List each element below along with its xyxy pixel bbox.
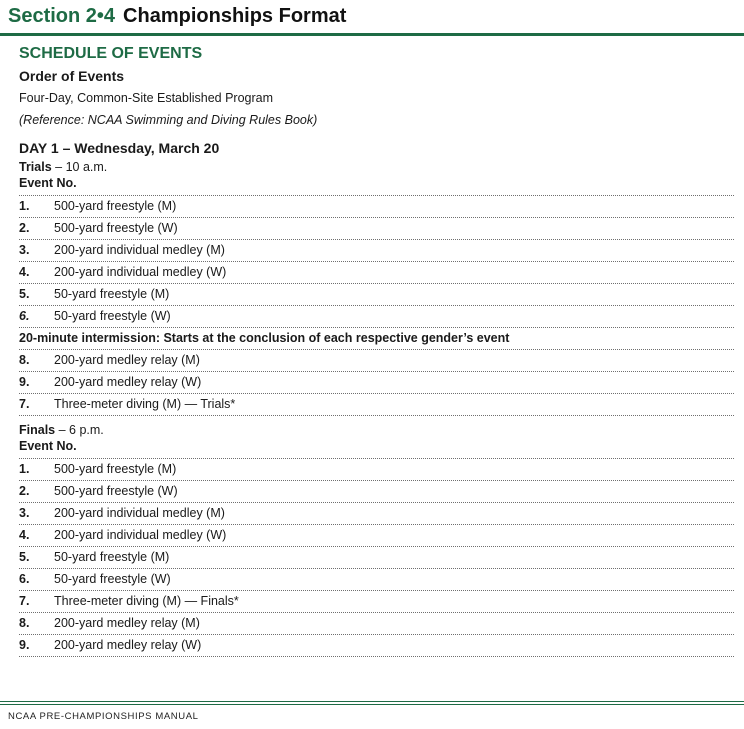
event-number: 5. [19,287,30,301]
reference-text: (Reference: NCAA Swimming and Diving Rules Book) [19,113,318,127]
event-name: 200-yard medley relay (W) [54,638,202,652]
event-number: 4. [19,265,30,279]
event-number: 3. [19,506,30,520]
trials-session [19,159,734,175]
event-name: 50-yard freestyle (W) [54,309,171,323]
table-row [19,262,734,284]
finals-time: – 6 p.m. [55,423,104,437]
event-number: 2. [19,484,30,498]
event-name: 200-yard medley relay (M) [54,353,200,367]
event-name: 200-yard medley relay (M) [54,616,200,630]
table-row [19,569,734,591]
trials-time: – 10 a.m. [51,160,108,174]
table-row [19,284,734,306]
event-name: 50-yard freestyle (M) [54,287,170,301]
table-row [19,591,734,613]
event-number: 9. [19,375,30,389]
table-row [19,394,734,416]
table-row [19,547,734,569]
order-heading: Order of Events [19,68,125,84]
event-number: 5. [19,550,30,564]
event-name: Three-meter diving (M) — Trials* [54,397,236,411]
table-row [19,195,734,218]
table-row [19,503,734,525]
trials-label: Trials [19,160,52,174]
event-name: 200-yard individual medley (M) [54,506,225,520]
event-name: 200-yard individual medley (M) [54,243,225,257]
event-number: 7. [19,397,30,411]
event-number: 6. [19,309,30,323]
table-row [19,306,734,328]
event-name: 50-yard freestyle (W) [54,572,171,586]
footer-text: NCAA PRE-CHAMPIONSHIPS MANUAL [8,711,199,722]
program-text: Four-Day, Common-Site Established Program [19,91,274,105]
event-name: 500-yard freestyle (M) [54,199,177,213]
event-number: 4. [19,528,30,542]
event-name: 500-yard freestyle (W) [54,221,178,235]
event-number: 3. [19,243,30,257]
schedule-heading: SCHEDULE OF EVENTS [19,45,203,62]
section-label: Section 2•4 [8,5,116,27]
day-heading: DAY 1 – Wednesday, March 20 [19,140,220,156]
footer-divider [0,701,744,705]
finals-label: Finals [19,423,56,437]
event-name: 200-yard individual medley (W) [54,528,227,542]
table-row [19,240,734,262]
table-row [19,613,734,635]
table-row [19,481,734,503]
event-name: 200-yard medley relay (W) [54,375,202,389]
table-row [19,372,734,394]
event-number: 7. [19,594,30,608]
finals-event-no-label: Event No. [19,439,77,453]
event-name: 500-yard freestyle (M) [54,462,177,476]
document-body [19,43,734,657]
table-row [19,525,734,547]
table-row [19,458,734,481]
event-name: 200-yard individual medley (W) [54,265,227,279]
event-name: 50-yard freestyle (M) [54,550,170,564]
table-row [19,218,734,240]
event-number: 9. [19,638,30,652]
finals-session [19,422,734,438]
event-number: 8. [19,353,30,367]
trials-event-no-label: Event No. [19,176,77,190]
event-number: 6. [19,572,30,586]
event-number: 8. [19,616,30,630]
table-row [19,350,734,372]
page-header [0,0,744,36]
event-name: 500-yard freestyle (W) [54,484,178,498]
event-name: Three-meter diving (M) — Finals* [54,594,239,608]
intermission-note: 20-minute intermission: Starts at the conclusion of each respective gender’s event [19,328,734,350]
table-row [19,635,734,657]
section-heading: Championships Format [123,5,347,27]
event-number: 1. [19,462,30,476]
event-number: 2. [19,221,30,235]
event-number: 1. [19,199,30,213]
section-title [8,5,346,28]
